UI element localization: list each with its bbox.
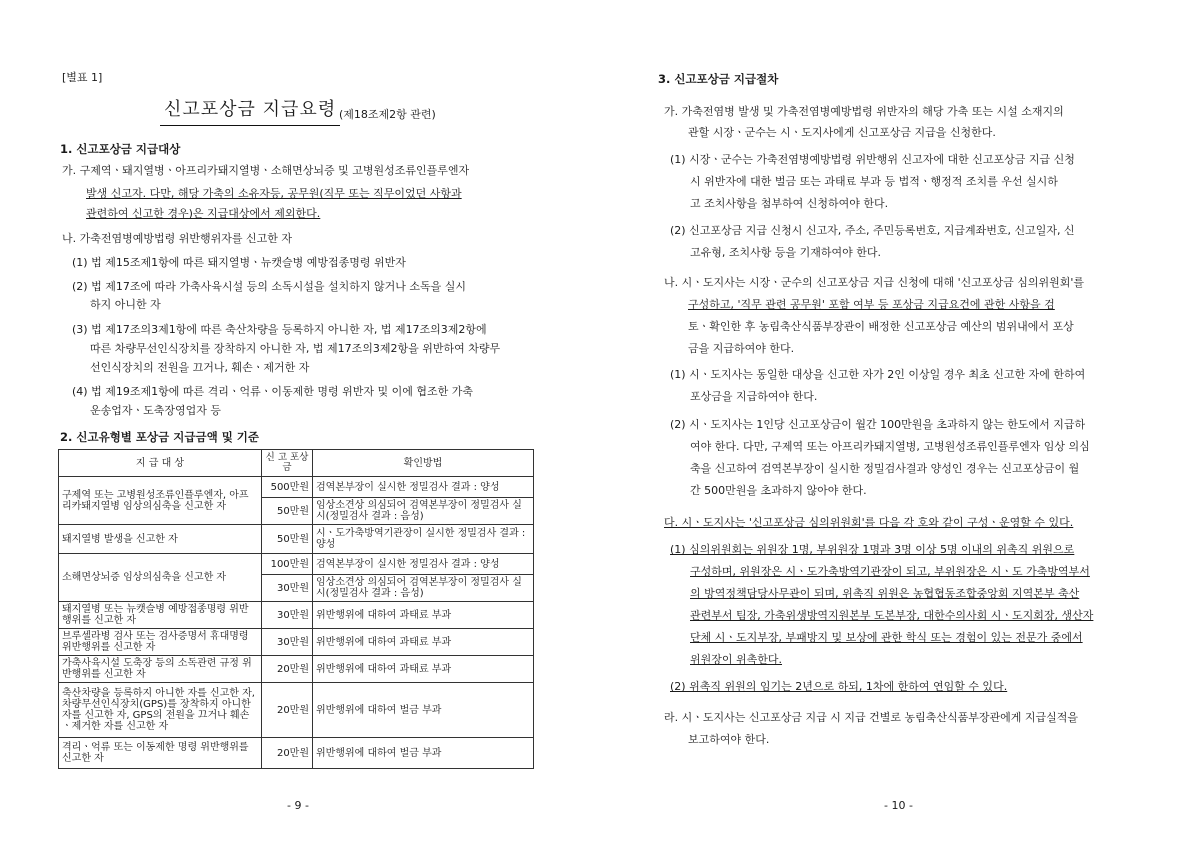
table-row xyxy=(59,477,534,498)
s3-ga-item1-line1: (1) 시장ㆍ군수는 가축전염병예방법령 위반행위 신고자에 대한 신고포상금 지급 신청 xyxy=(670,153,1075,166)
row5-target: 브루셀라병 검사 또는 검사증명서 휴대명령 위반행위를 신고한 자 xyxy=(59,629,262,656)
section-2-heading: 2. 신고유형별 포상금 지급금액 및 기준 xyxy=(60,430,260,444)
col-header-target: 지 급 대 상 xyxy=(59,450,262,477)
row4-amount: 30만원 xyxy=(262,602,313,629)
s3-da-item1-line6: 위원장이 위촉한다. xyxy=(690,653,783,666)
row7-amount: 20만원 xyxy=(262,683,313,738)
s1-na-item-4-line2: 운송업자ㆍ도축장영업자 등 xyxy=(90,404,222,417)
page-number-right: - 10 - xyxy=(884,799,913,812)
document-subtitle: (제18조제2항 관련) xyxy=(339,108,436,121)
s1-item-ga-line1: 가. 구제역ㆍ돼지열병ㆍ아프리카돼지열병ㆍ소해면상뇌증 및 고병원성조류인플루엔자 xyxy=(62,164,470,177)
row6-method: 위반행위에 대하여 과태료 부과 xyxy=(313,656,534,683)
s3-ga-line1: 가. 가축전염병 발생 및 가축전염병예방법령 위반자의 해당 가축 또는 시설 소재지의 xyxy=(664,105,1064,118)
table-row xyxy=(59,554,534,575)
s3-ga-item1-line2: 시 위반자에 대한 벌금 또는 과태료 부과 등 법적ㆍ행정적 조치를 우선 실시하 xyxy=(690,175,1058,188)
s3-da-item1-line2: 구성하며, 위원장은 시ㆍ도가축방역기관장이 되고, 부위원장은 시ㆍ도 가축방역부서 xyxy=(690,565,1090,578)
row8-target: 격리ㆍ억류 또는 이동제한 명령 위반행위를 신고한 자 xyxy=(59,738,262,769)
s3-ga-item1-line3: 고 조치사항을 첨부하여 신청하여야 한다. xyxy=(690,197,889,210)
row8-amount: 20만원 xyxy=(262,738,313,769)
s1-na-item-3-line2: 따른 차량무선인식장치를 장착하지 아니한 자, 법 제17조의3제2항을 위반하여 차량무 xyxy=(90,342,501,355)
right-page xyxy=(600,0,1200,848)
row1-amount-a: 500만원 xyxy=(262,477,313,498)
s3-na-line4: 금을 지급하여야 한다. xyxy=(688,342,795,355)
table-header-row xyxy=(59,450,534,477)
row1-target: 구제역 또는 고병원성조류인플루엔자, 아프리카돼지열병 임상의심축을 신고한 자 xyxy=(59,477,262,525)
s1-item-ga-line2: 발생 신고자. 다만, 해당 가축의 소유자등, 공무원(직무 또는 직무이었던 사항과 xyxy=(86,187,462,200)
section-1-heading: 1. 신고포상금 지급대상 xyxy=(60,142,181,156)
s1-na-item-4-line1: (4) 법 제19조제1항에 따른 격리ㆍ억류ㆍ이동제한 명령 위반자 및 이에 협조한 가축 xyxy=(72,385,473,398)
s3-ra-line1: 라. 시ㆍ도지사는 신고포상금 지급 시 지급 건별로 농림축산식품부장관에게 지급실적을 xyxy=(664,711,1079,724)
row1-method-a: 검역본부장이 실시한 정밀검사 결과 : 양성 xyxy=(313,477,534,498)
annex-label: [별표 1] xyxy=(62,71,103,84)
s1-na-item-2-line2: 하지 아니한 자 xyxy=(90,298,161,311)
page-number-left: - 9 - xyxy=(287,799,309,812)
s3-na-line2: 구성하고, '직무 관련 공무원' 포함 여부 등 포상금 지급요건에 관한 사항을 검 xyxy=(688,298,1055,311)
s3-da-item2: (2) 위촉직 위원의 임기는 2년으로 하되, 1차에 한하여 연임할 수 있다. xyxy=(670,680,1008,693)
row2-method: 시ㆍ도가축방역기관장이 실시한 정밀검사 결과 : 양성 xyxy=(313,525,534,554)
s3-da-item1-line1: (1) 심의위원회는 위원장 1명, 부위원장 1명과 3명 이상 5명 이내의 위촉직 위원으로 xyxy=(670,543,1075,556)
row7-target: 축산차량을 등록하지 아니한 자를 신고한 자, 차량무선인식장치(GPS)를 장착하지 아니한 자를 신고한 자, GPS의 전원을 끄거나 훼손ㆍ제거한 자를 신고한 자 xyxy=(59,683,262,738)
row5-method: 위반행위에 대하여 과태료 부과 xyxy=(313,629,534,656)
s3-da-item1-line3: 의 방역정책담당사무관이 되며, 위촉직 위원은 농협협동조합중앙회 지역본부 축산 xyxy=(690,587,1080,600)
s3-na-item2-line2: 여야 한다. 다만, 구제역 또는 아프리카돼지열병, 고병원성조류인플루엔자 임상 의심 xyxy=(690,440,1090,453)
s3-na-item2-line3: 축을 신고하여 검역본부장이 실시한 정밀검사결과 양성인 경우는 신고포상금이 월 xyxy=(690,462,1080,475)
document-title: 신고포상금 지급요령 xyxy=(160,95,340,126)
row4-target: 돼지열병 또는 뉴캣슬병 예방접종명령 위반행위를 신고한 자 xyxy=(59,602,262,629)
table-row xyxy=(59,656,534,683)
row5-amount: 30만원 xyxy=(262,629,313,656)
row1-amount-b: 50만원 xyxy=(262,498,313,525)
row3-amount-a: 100만원 xyxy=(262,554,313,575)
award-table xyxy=(58,449,534,769)
table-row xyxy=(59,683,534,738)
s1-na-item-3-line3: 선인식장치의 전원을 끄거나, 훼손ㆍ제거한 자 xyxy=(90,361,310,374)
row3-method-a: 검역본부장이 실시한 정밀검사 결과 : 양성 xyxy=(313,554,534,575)
table-row xyxy=(59,602,534,629)
s3-na-line3: 토ㆍ확인한 후 농림축산식품부장관이 배정한 신고포상금 예산의 범위내에서 포상 xyxy=(688,320,1074,333)
s3-da: 다. 시ㆍ도지사는 '신고포상금 심의위원회'를 다음 각 호와 같이 구성ㆍ운영할 수 있다. xyxy=(664,516,1074,529)
table-row xyxy=(59,629,534,656)
s1-na-item-3-line1: (3) 법 제17조의3제1항에 따른 축산차량을 등록하지 아니한 자, 법 제17조의3제2항에 xyxy=(72,323,487,336)
table-row xyxy=(59,738,534,769)
s3-na-item2-line4: 간 500만원을 초과하지 않아야 한다. xyxy=(690,484,867,497)
row3-target: 소해면상뇌증 임상의심축을 신고한 자 xyxy=(59,554,262,602)
s1-item-ga-line3: 관련하여 신고한 경우)은 지급대상에서 제외한다. xyxy=(86,207,321,220)
s3-na-item2-line1: (2) 시ㆍ도지사는 1인당 신고포상금이 월간 100만원을 초과하지 않는 한도에서 지급하 xyxy=(670,418,1086,431)
row2-target: 돼지열병 발생을 신고한 자 xyxy=(59,525,262,554)
row6-amount: 20만원 xyxy=(262,656,313,683)
section-3-heading: 3. 신고포상금 지급절차 xyxy=(658,72,779,86)
row1-method-b: 임상소견상 의심되어 검역본부장이 정밀검사 실시(정밀검사 결과 : 음성) xyxy=(313,498,534,525)
s3-na-item1-line1: (1) 시ㆍ도지사는 동일한 대상을 신고한 자가 2인 이상일 경우 최초 신고한 자에 한하여 xyxy=(670,368,1086,381)
row6-target: 가축사육시설 도축장 등의 소독관련 규정 위반행위를 신고한 자 xyxy=(59,656,262,683)
col-header-method: 확인방법 xyxy=(313,450,534,477)
s3-ga-item2-line2: 고유형, 조치사항 등을 기재하여야 한다. xyxy=(690,246,881,259)
row3-method-b: 임상소견상 의심되어 검역본부장이 정밀검사 실시(정밀검사 결과 : 음성) xyxy=(313,575,534,602)
row7-method: 위반행위에 대하여 벌금 부과 xyxy=(313,683,534,738)
s3-ga-line2: 관할 시장ㆍ군수는 시ㆍ도지사에게 신고포상금 지급을 신청한다. xyxy=(688,126,996,139)
s3-ra-line2: 보고하여야 한다. xyxy=(688,733,770,746)
s3-da-item1-line5: 단체 시ㆍ도지부장, 부패방지 및 보상에 관한 학식 또는 경험이 있는 전문가 중에서 xyxy=(690,631,1083,644)
s1-na-item-2-line1: (2) 법 제17조에 따라 가축사육시설 등의 소독시설을 설치하지 않거나 소독을 실시 xyxy=(72,280,466,293)
s1-na-item-1: (1) 법 제15조제1항에 따른 돼지열병ㆍ뉴캣슬병 예방접종명령 위반자 xyxy=(72,256,406,269)
row8-method: 위반행위에 대하여 벌금 부과 xyxy=(313,738,534,769)
s3-da-item1-line4: 관련부서 팀장, 가축위생방역지원본부 도본부장, 대한수의사회 시ㆍ도지회장, 생산자 xyxy=(690,609,1094,622)
row2-amount: 50만원 xyxy=(262,525,313,554)
s3-ga-item2-line1: (2) 신고포상금 지급 신청시 신고자, 주소, 주민등록번호, 지급계좌번호, 신고일자, 신 xyxy=(670,224,1075,237)
col-header-amount: 신 고 포상금 xyxy=(262,450,313,477)
row3-amount-b: 30만원 xyxy=(262,575,313,602)
row4-method: 위반행위에 대하여 과태료 부과 xyxy=(313,602,534,629)
s3-na-line1: 나. 시ㆍ도지사는 시장ㆍ군수의 신고포상금 지급 신청에 대해 '신고포상금 심의위원회'를 xyxy=(664,276,1085,289)
s3-na-item1-line2: 포상금을 지급하여야 한다. xyxy=(690,390,818,403)
table-row xyxy=(59,525,534,554)
s1-item-na: 나. 가축전염병예방법령 위반행위자를 신고한 자 xyxy=(62,232,293,245)
